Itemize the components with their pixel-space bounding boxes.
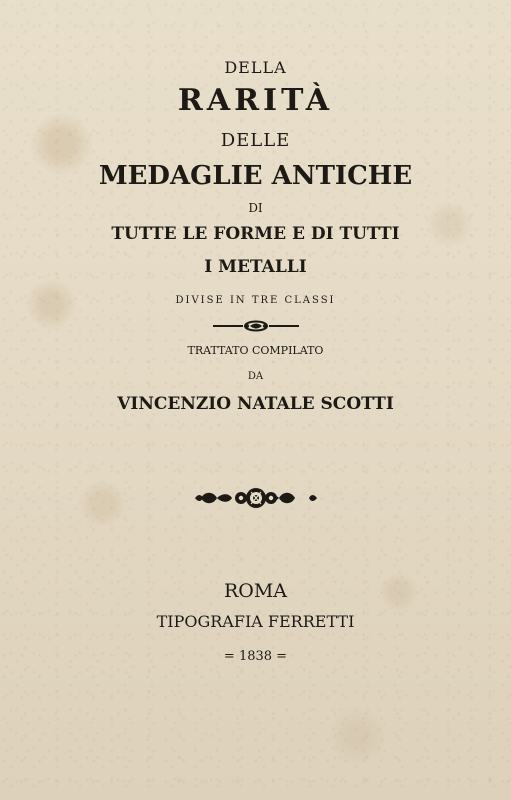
divider-ornament (0, 318, 511, 337)
imprint-year: = 1838 = (223, 649, 288, 664)
floral-ornament-icon (193, 484, 319, 512)
printer-ornament (0, 484, 511, 516)
title-line-6: TUTTE LE FORME E DI TUTTI (111, 224, 400, 244)
title-line-9: TRATTATO COMPILATO (187, 344, 324, 357)
imprint-printer: TIPOGRAFIA FERRETTI (156, 612, 355, 631)
author-name: VINCENZIO NATALE SCOTTI (117, 394, 394, 414)
title-line-4: MEDAGLIE ANTICHE (98, 161, 413, 191)
title-line-8: DIVISE IN TRE CLASSI (175, 295, 336, 306)
scroll-divider-icon (211, 319, 301, 333)
title-line-2: RARITÀ (177, 83, 334, 118)
title-line-7: I METALLI (204, 257, 307, 277)
title-line-1: DELLA (224, 58, 287, 77)
imprint-place: ROMA (223, 580, 288, 602)
title-line-10: DA (247, 371, 264, 382)
title-line-3: DELLE (220, 130, 291, 151)
title-line-5: DI (248, 201, 263, 215)
